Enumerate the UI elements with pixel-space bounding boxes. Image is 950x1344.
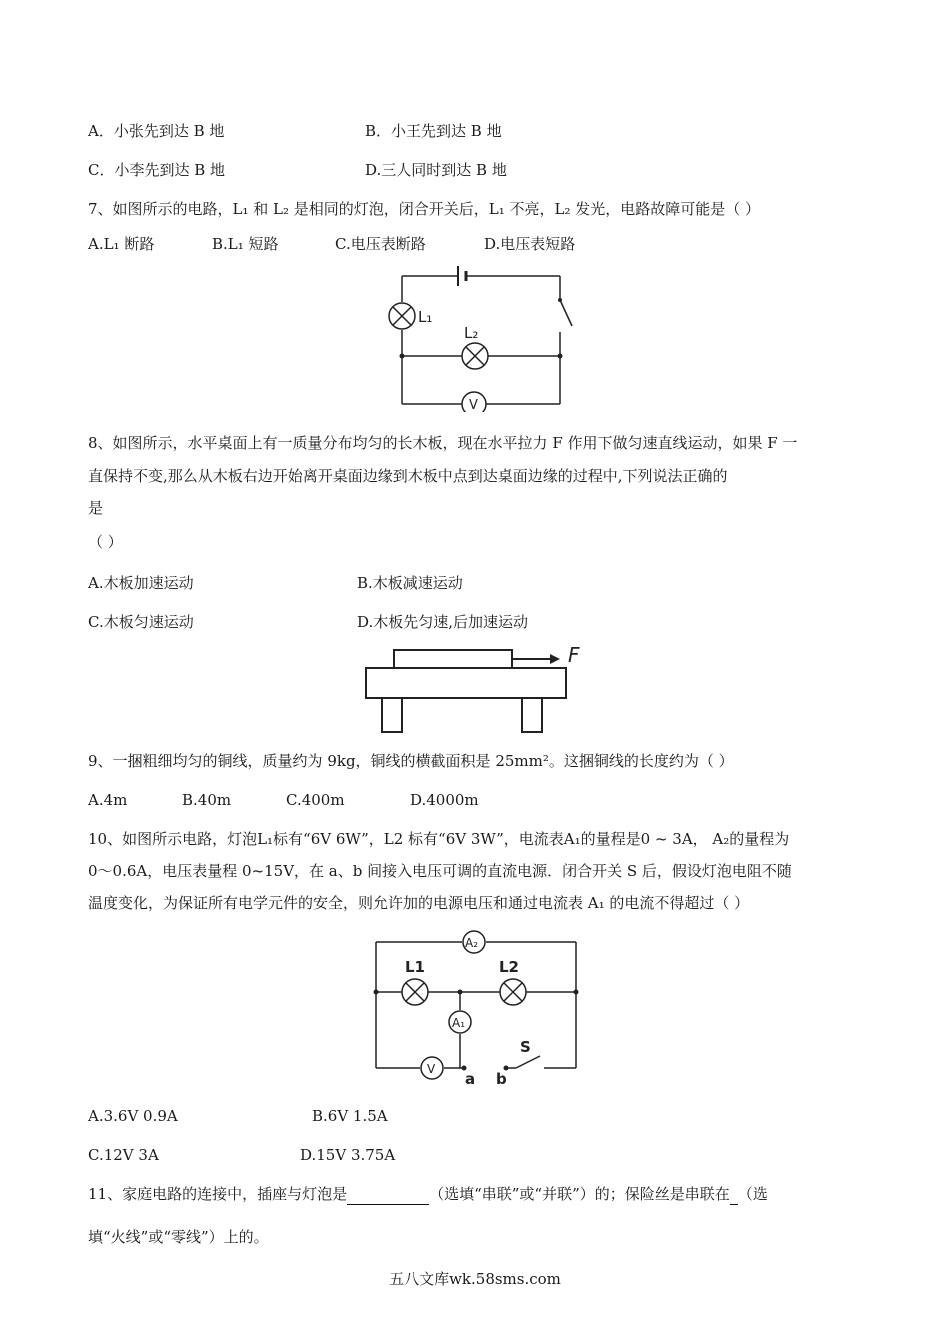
q11-blank-2: [730, 1184, 738, 1205]
q7-stem: 7、如图所示的电路，L₁ 和 L₂ 是相同的灯泡，闭合开关后，L₁ 不亮，L₂ 发光，电路故障可能是（ ）: [88, 200, 761, 218]
q10-label-b: b: [496, 1070, 507, 1088]
q9-option-d: D.4000m: [410, 791, 479, 809]
q7-circuit-diagram: [380, 262, 580, 412]
q10-label-l1: L1: [405, 958, 425, 976]
q6-option-d: D.三人同时到达 B 地: [365, 161, 507, 179]
q6-option-a: A．小张先到达 B 地: [88, 122, 225, 140]
q10-label-s: S: [520, 1038, 531, 1056]
q7-option-d: D.电压表短路: [484, 235, 576, 253]
q10-option-c: C.12V 3A: [88, 1146, 159, 1164]
q8-board-table-diagram: [360, 642, 595, 737]
q11-text-part2: （选填“串联”或“并联”）的；保险丝是串联在: [429, 1185, 730, 1203]
q6-option-c: C．小李先到达 B 地: [88, 161, 226, 179]
q10-stem-line1: 10、如图所示电路，灯泡L₁标有“6V 6W”，L2 标有“6V 3W”，电流表A₁的量程是0 ~ 3A， A₂的量程为: [88, 830, 790, 848]
q9-option-b: B.40m: [182, 791, 232, 809]
lamp-l1-icon: [402, 979, 428, 1005]
q10-stem-line2: 0～0.6A，电压表量程 0~15V，在 a、b 间接入电压可调的直流电源．闭合开关 S 后，假设灯泡电阻不随: [88, 862, 792, 880]
q8-option-b: B.木板减速运动: [357, 574, 463, 592]
q10-label-v: V: [427, 1062, 436, 1076]
q8-stem-line3: 是: [88, 499, 104, 517]
q8-option-c: C.木板匀速运动: [88, 613, 194, 631]
q8-option-d: D.木板先匀速,后加速运动: [357, 613, 529, 631]
q11-text-part1: 11、家庭电路的连接中，插座与灯泡是: [88, 1185, 348, 1203]
q8-option-a: A.木板加速运动: [88, 574, 194, 592]
q9-option-a: A.4m: [88, 791, 128, 809]
page-footer: 五八文库wk.58sms.com: [389, 1270, 561, 1288]
q10-label-a1: A₁: [452, 1016, 466, 1030]
q7-label-l1: L₁: [418, 308, 433, 326]
q8-stem-line1: 8、如图所示，水平桌面上有一质量分布均匀的长木板，现在水平拉力 F 作用下做匀速直线运动，如果 F 一: [88, 434, 798, 452]
q10-label-a: a: [465, 1070, 476, 1088]
q10-option-b: B.6V 1.5A: [312, 1107, 388, 1125]
q10-option-a: A.3.6V 0.9A: [88, 1107, 178, 1125]
force-arrow-icon: [512, 654, 560, 664]
q11-line2: 填“火线”或“零线”）上的。: [88, 1228, 269, 1246]
lamp-l2-icon: [500, 979, 526, 1005]
q10-label-a2: A₂: [465, 936, 479, 950]
q9-stem: 9、一捆粗细均匀的铜线，质量约为 9kg，铜线的横截面积是 25mm²。这捆铜线的长度约为（ ）: [88, 752, 734, 770]
q8-stem-line2: 直保持不变,那么从木板右边开始离开桌面边缘到木板中点到达桌面边缘的过程中,下列说法正确的: [88, 467, 728, 485]
q7-option-a: A.L₁ 断路: [88, 235, 155, 253]
q10-label-l2: L2: [499, 958, 519, 976]
q11-line1: [88, 1184, 768, 1205]
q6-option-b: B．小王先到达 B 地: [365, 122, 502, 140]
q7-option-c: C.电压表断路: [335, 235, 426, 253]
q7-label-v: V: [469, 398, 478, 412]
table-top: [366, 668, 566, 698]
q11-text-part3: （选: [737, 1185, 768, 1203]
q8-stem-line4: （ ）: [88, 533, 123, 551]
q8-label-f: F: [568, 643, 580, 667]
table-leg-left: [382, 698, 402, 732]
long-board: [394, 650, 512, 668]
q9-option-c: C.400m: [286, 791, 345, 809]
lamp-l1-icon: [389, 303, 415, 329]
q11-blank-1: [347, 1184, 429, 1205]
lamp-l2-icon: [462, 343, 488, 369]
q10-circuit-diagram: [368, 928, 588, 1088]
q10-stem-line3: 温度变化，为保证所有电学元件的安全，则允许加的电源电压和通过电流表 A₁ 的电流不得超过（ ）: [88, 894, 750, 912]
q7-label-l2: L₂: [464, 324, 479, 342]
q7-option-b: B.L₁ 短路: [212, 235, 279, 253]
q10-option-d: D.15V 3.75A: [300, 1146, 396, 1164]
table-leg-right: [522, 698, 542, 732]
